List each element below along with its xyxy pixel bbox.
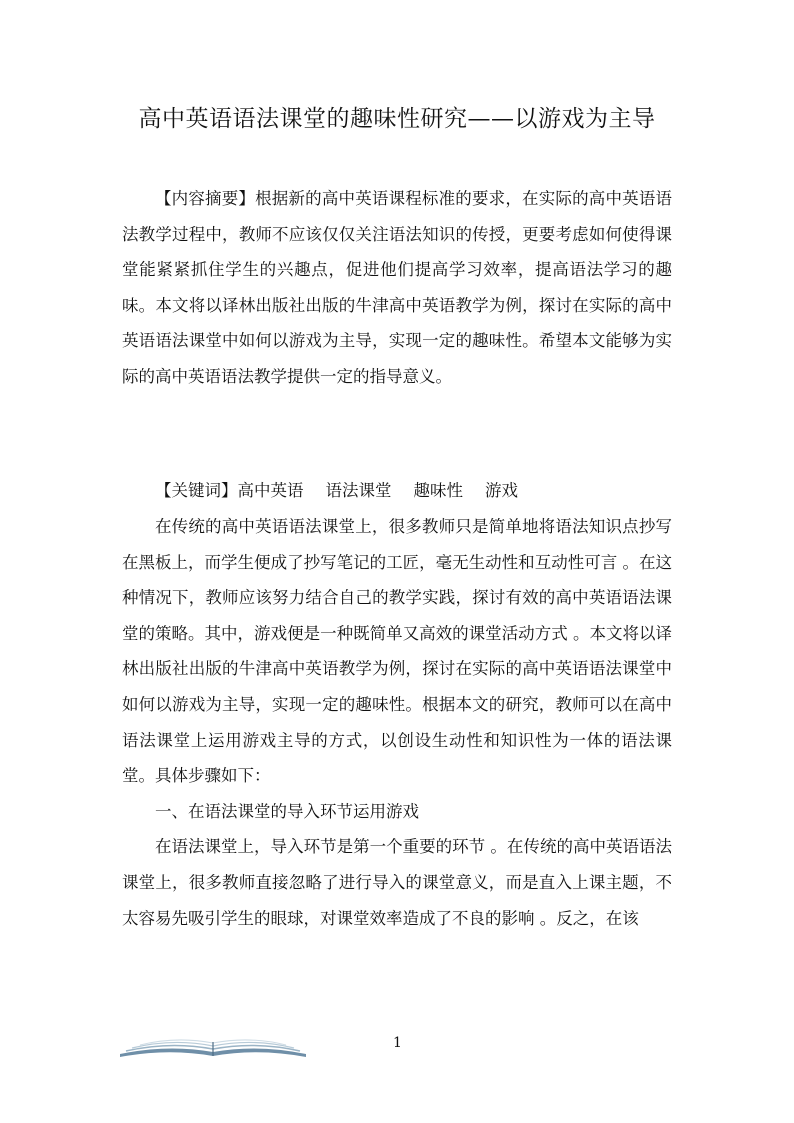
abstract-paragraph: 【内容摘要】根据新的高中英语课程标准的要求，在实际的高中英语语法教学过程中，教师不应该仅仅关注语法知识的传授，更要考虑如何使得课堂能紧紧抓住学生的兴趣点，促进他们提高学习效率，提高语法学习的趣味。本文将以译林出版社出版的牛津高中英语教学为例，探讨在实际的高中英语语法课堂中如何以游戏为主导，实现一定的趣味性。希望本文能够为实际的高中英语语法教学提供一定的指导意义。 (122, 189, 672, 386)
keywords-line (122, 473, 672, 509)
keyword-item: 趣味性 (413, 481, 463, 500)
body-text (122, 509, 672, 936)
page-footer (118, 1030, 678, 1070)
document-title: 高中英语语法课堂的趣味性研究——以游戏为主导 (138, 106, 656, 132)
body-paragraph: 在语法课堂上，导入环节是第一个重要的环节 。在传统的高中英语语法课堂上，很多教师直接忽略了进行导入的课堂意义，而是直入上课主题，不太容易先吸引学生的眼球，对课堂效率造成了不良的影响 。反之，在该 (122, 837, 672, 928)
keywords-label: 【关键词】 (155, 481, 238, 500)
keyword-item: 高中英语 (237, 481, 304, 500)
open-book-icon (118, 1032, 308, 1064)
body-paragraph: 在传统的高中英语语法课堂上，很多教师只是简单地将语法知识点抄写在黑板上，而学生便成了抄写笔记的工匠，毫无生动性和互动性可言 。在这种情况下，教师应该努力结合自己的教学实践，探讨有效的高中英语语法课堂的策略。其中，游戏便是一种既简单又高效的课堂活动方式 。本文将以译林出版社出版的牛津高中英语教学为例，探讨在实际的高中英语语法课堂中如何以游戏为主导，实现一定的趣味性。根据本文的研究，教师可以在高中语法课堂上运用游戏主导的方式，以创设生动性和知识性为一体的语法课堂。具体步骤如下： (122, 517, 672, 786)
keyword-item: 游戏 (485, 481, 518, 500)
section-heading: 一、在语法课堂的导入环节运用游戏 (155, 801, 419, 821)
keyword-item: 语法课堂 (325, 481, 392, 500)
page-number: 1 (393, 1035, 402, 1051)
